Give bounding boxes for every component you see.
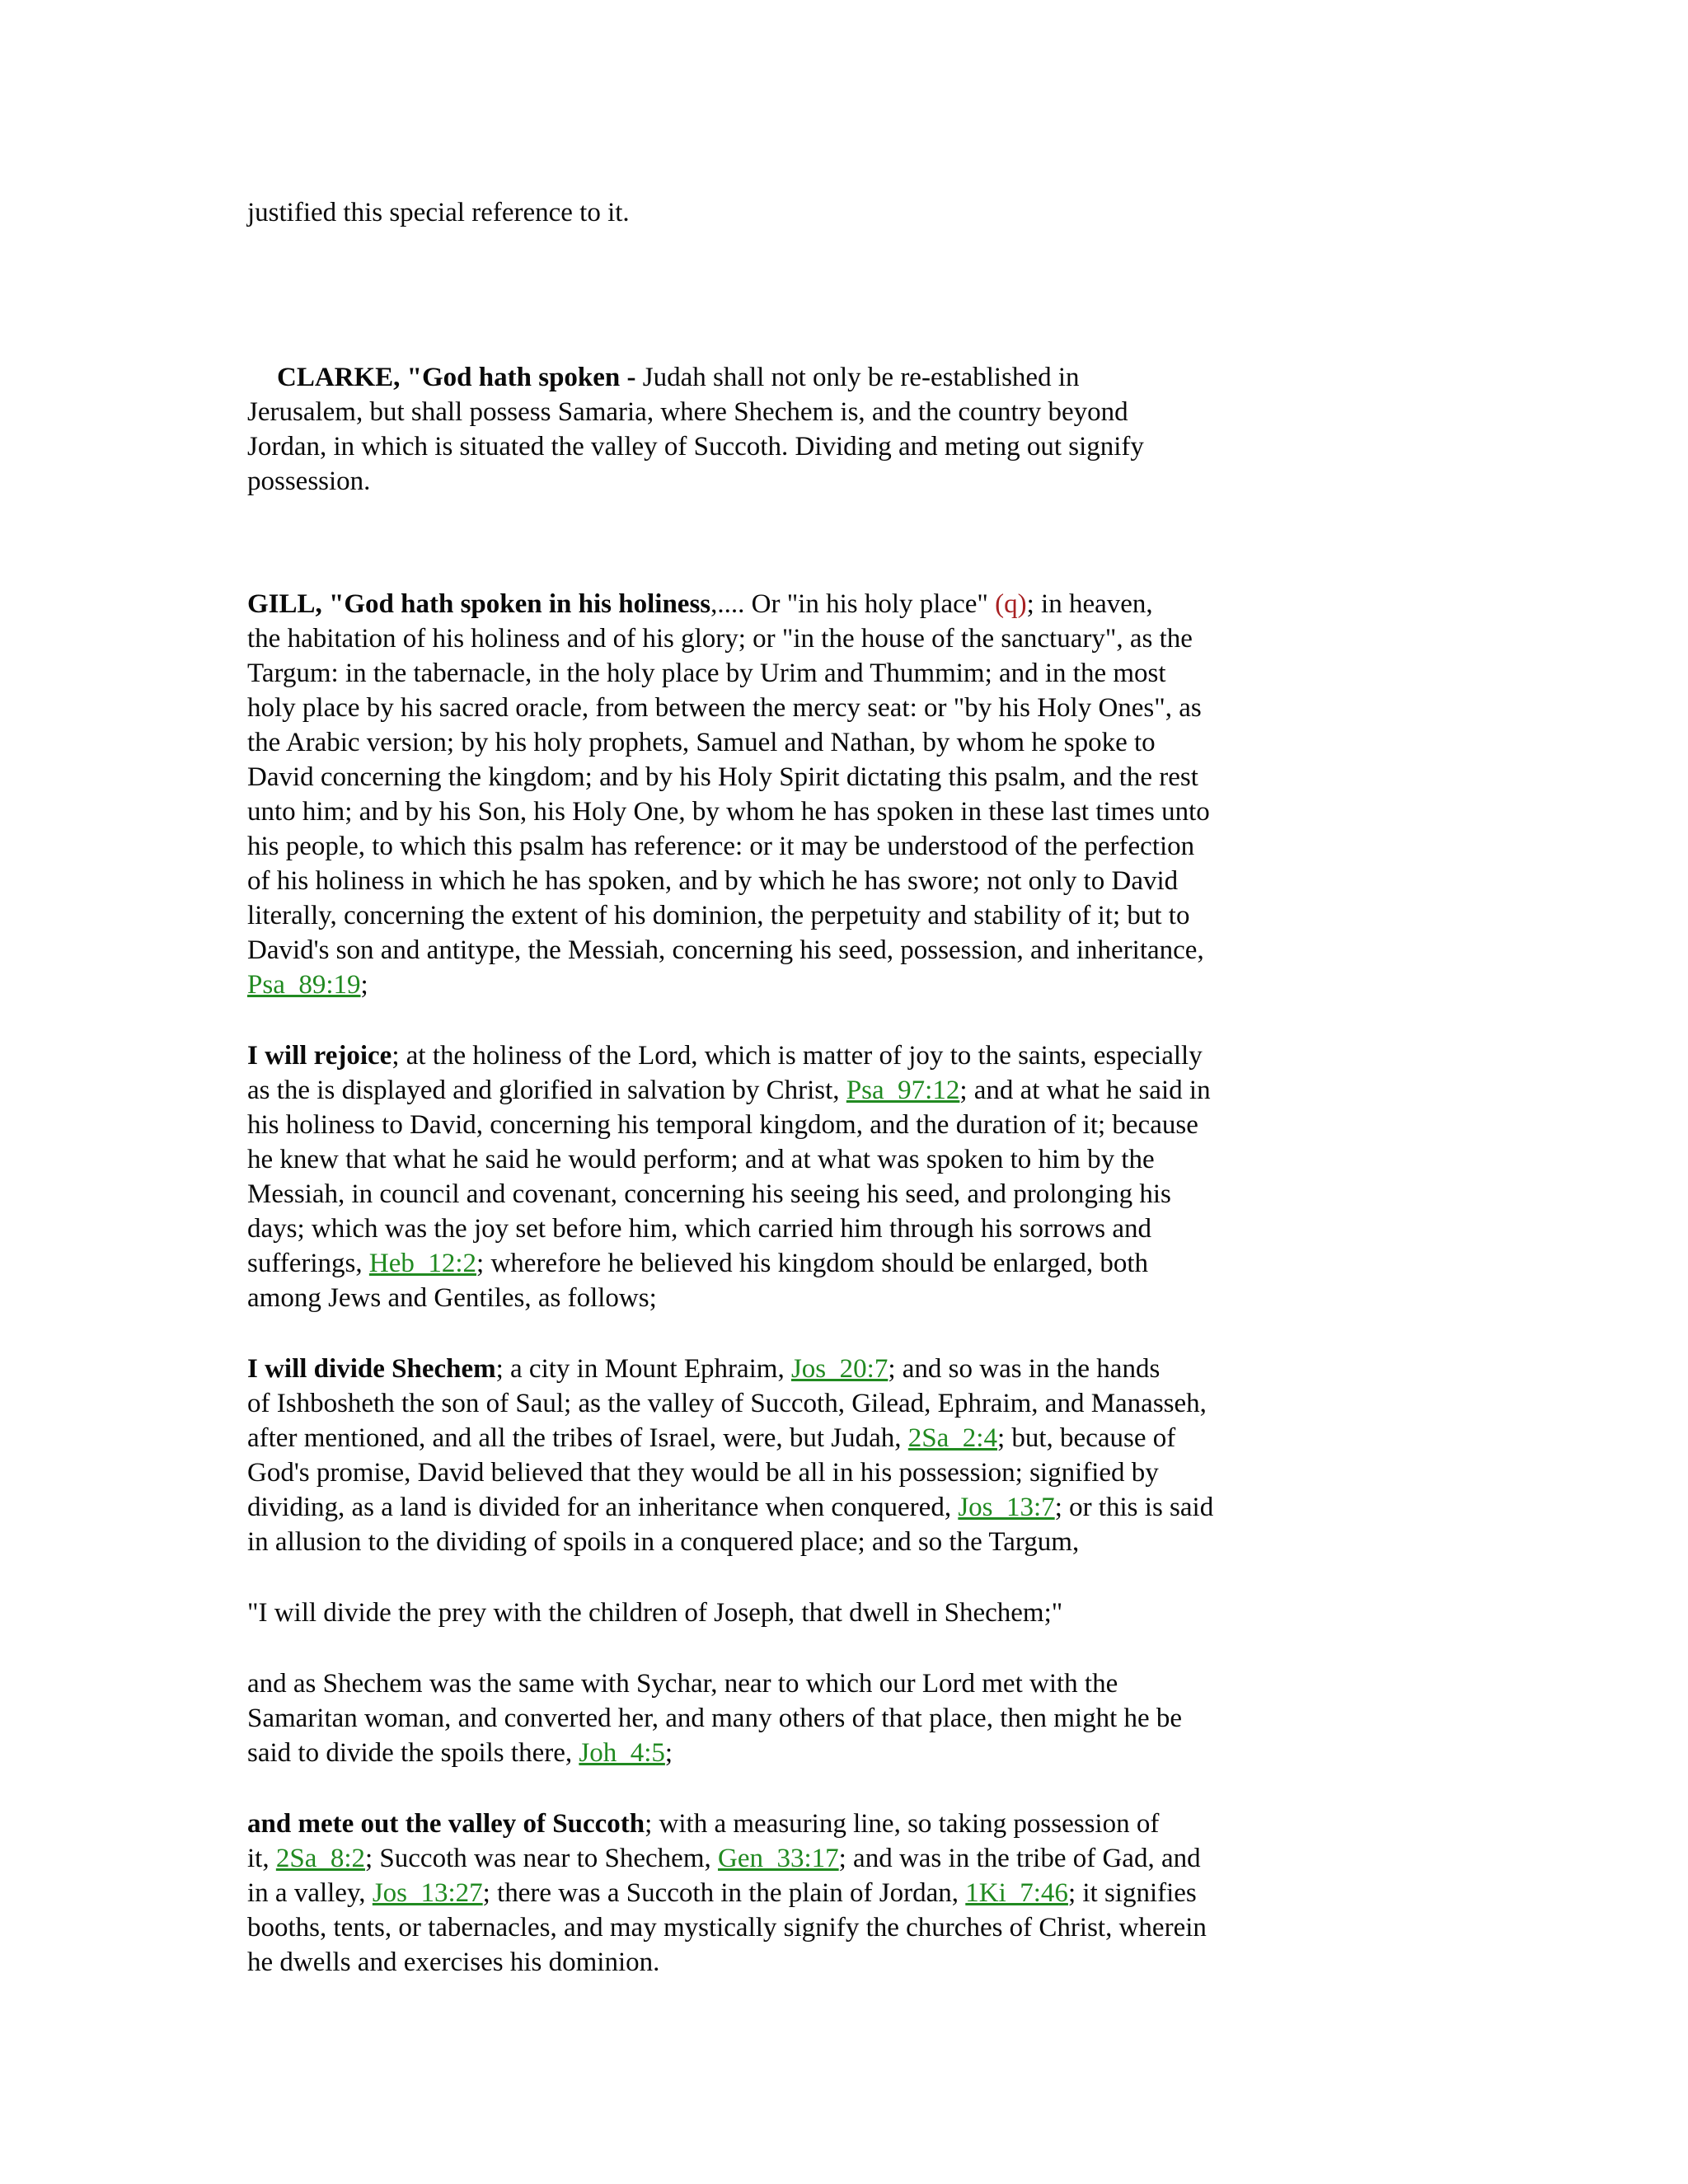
bold-lead-in: and mete out the valley of Succoth <box>247 1809 645 1839</box>
scripture-link[interactable]: Psa_89:19 <box>247 970 361 1000</box>
bold-lead-in: I will rejoice <box>247 1041 392 1071</box>
paragraph-intro: justified this special reference to it. <box>247 198 630 227</box>
scripture-link[interactable]: Jos_13:27 <box>372 1878 483 1908</box>
paragraph-mete-out-succoth: and mete out the valley of Succoth; with a measuring line, so taking possession of it, 2Sa_8:2; Succoth was near to Shechem, Gen_33:17; and was in the tribe of Gad, and in a valley, Jos_13:27; there was a Succoth in the plain of Jordan, 1Ki_7:46; it signifies booths, tents, or tabernacles, and may mystically signify the churches of Christ, wherein he dwells and exercises his dominion. <box>247 1809 1207 1977</box>
scripture-link[interactable]: 2Sa_8:2 <box>275 1844 366 1873</box>
scripture-link[interactable]: Heb_12:2 <box>368 1249 477 1278</box>
scripture-link[interactable]: 2Sa_2:4 <box>907 1423 997 1453</box>
document-content <box>247 195 1457 2016</box>
bold-lead-in: GILL, "God hath spoken in his holiness <box>247 589 711 619</box>
footnote-marker[interactable]: (q) <box>995 589 1027 619</box>
bold-lead-in: CLARKE, "God hath spoken - <box>277 363 643 392</box>
scripture-link[interactable]: 1Ki_7:46 <box>965 1878 1068 1908</box>
paragraph-i-will-divide-shechem: I will divide Shechem; a city in Mount Ephraim, Jos_20:7; and so was in the hands of Ishbosheth the son of Saul; as the valley of Succoth, Gilead, Ephraim, and Manasseh, after mentioned, and all the tribes of Israel, were, but Judah, 2Sa_2:4; but, because of God's promise, David believed that they would be all in his possession; signified by dividing, as a land is divided for an inheritance when conquered, Jos_13:7; or this is said in allusion to the dividing of spoils in a conquered place; and so the Targum, <box>247 1354 1214 1557</box>
paragraph-targum-quote: "I will divide the prey with the children of Joseph, that dwell in Shechem;" <box>247 1598 1063 1628</box>
scripture-link[interactable]: Psa_97:12 <box>846 1076 960 1105</box>
bold-lead-in: I will divide Shechem <box>247 1354 496 1384</box>
paragraph-shechem-sychar: and as Shechem was the same with Sychar, near to which our Lord met with the Samaritan woman, and converted her, and many others of that place, then might he be said to divide the spoils there, Joh_4:5; <box>247 1669 1183 1768</box>
scripture-link[interactable]: Gen_33:17 <box>717 1844 839 1873</box>
scripture-link[interactable]: Jos_13:7 <box>958 1493 1055 1522</box>
paragraph-gill-commentary: GILL, "God hath spoken in his holiness,.... Or "in his holy place" (q); in heaven, the habitation of his holiness and of his glory; or "in the house of the sanctuary", as the Targum: in the tabernacle, in the holy place by Urim and Thummim; and in the most holy place by his sacred oracle, from between the mercy seat: or "by his Holy Ones", as the Arabic version; by his holy prophets, Samuel and Nathan, by whom he spoke to David concerning the kingdom; and by his Holy Spirit dictating this psalm, and the rest unto him; and by his Son, his Holy One, by whom he has spoken in these last times unto his people, to which this psalm has reference: or it may be understood of the perfection of his holiness in which he has spoken, and by which he has swore; not only to David literally, concerning the extent of his dominion, the perpetuity and stability of it; but to David's son and antitype, the Messiah, concerning his seed, possession, and inheritance, Psa_89:19; <box>247 589 1210 1000</box>
scripture-link[interactable]: Joh_4:5 <box>579 1738 665 1768</box>
paragraph-clarke-commentary: CLARKE, "God hath spoken - Judah shall not only be re-established in Jerusalem, but shall possess Samaria, where Shechem is, and the country beyond Jordan, in which is situated the valley of Succoth. Dividing and meting out signify possession. <box>247 363 1144 496</box>
paragraph-i-will-rejoice: I will rejoice; at the holiness of the Lord, which is matter of joy to the saints, especially as the is displayed and glorified in salvation by Christ, Psa_97:12; and at what he said in his holiness to David, concerning his temporal kingdom, and the duration of it; because he knew that what he said he would perform; and at what was spoken to him by the Messiah, in council and covenant, concerning his seeing his seed, and prolonging his days; which was the joy set before him, which carried him through his sorrows and sufferings, Heb_12:2; wherefore he believed his kingdom should be enlarged, both among Jews and Gentiles, as follows; <box>247 1041 1211 1313</box>
scripture-link[interactable]: Jos_20:7 <box>790 1354 889 1384</box>
